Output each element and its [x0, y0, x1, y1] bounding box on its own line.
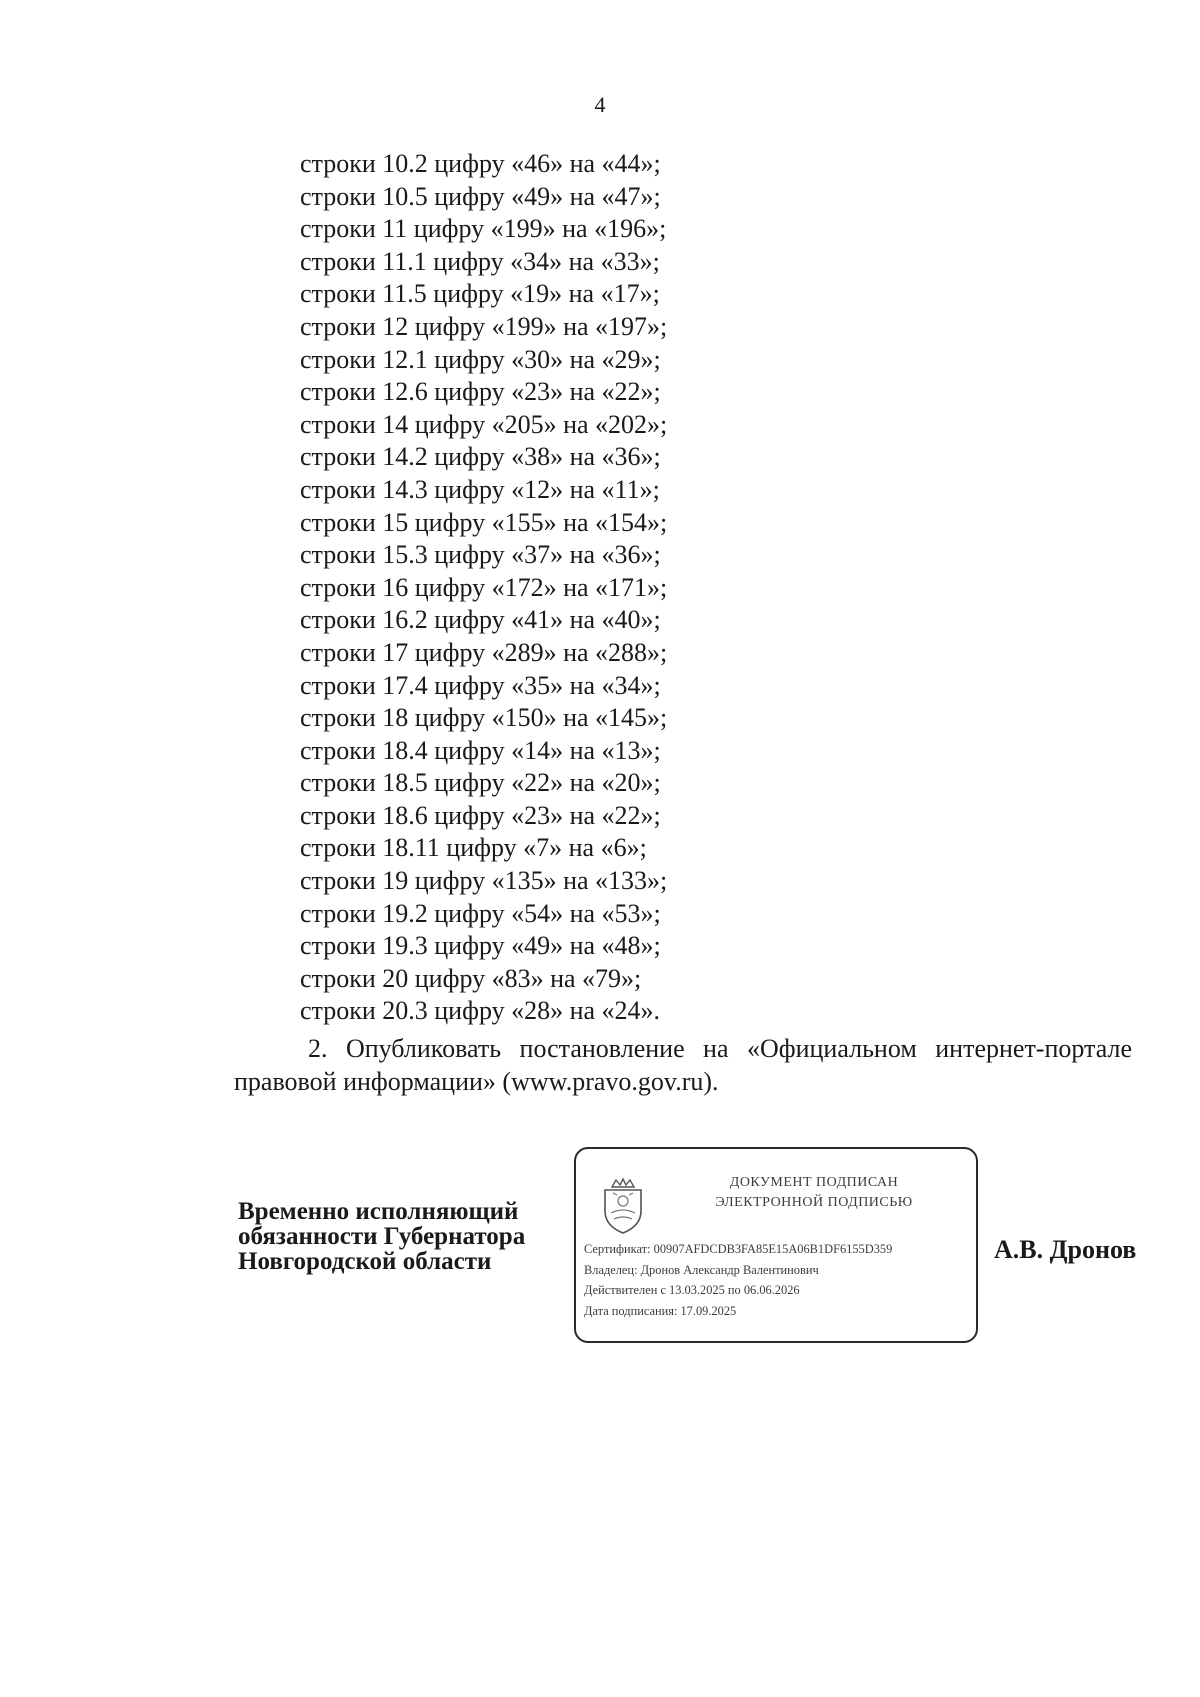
change-item: строки 18 цифру «150» на «145»; [300, 703, 668, 733]
stamp-heading-line: ЭЛЕКТРОННОЙ ПОДПИСЬЮ [715, 1195, 913, 1210]
signer-title-line: Временно исполняющий [238, 1198, 519, 1225]
signer-name: А.В. Дронов [994, 1235, 1137, 1264]
change-item: строки 11.1 цифру «34» на «33»; [300, 246, 660, 276]
stamp-owner: Владелец: Дронов Александр Валентинович [584, 1262, 819, 1277]
change-item: строки 15.3 цифру «37» на «36»; [300, 540, 661, 570]
change-item: строки 18.6 цифру «23» на «22»; [300, 800, 661, 830]
change-item: строки 12 цифру «199» на «197»; [300, 311, 668, 341]
change-item: строки 11.5 цифру «19» на «17»; [300, 279, 660, 309]
electronic-signature-stamp [574, 1147, 978, 1343]
change-item: строки 17.4 цифру «35» на «34»; [300, 670, 661, 700]
change-item: строки 14.2 цифру «38» на «36»; [300, 442, 661, 472]
change-item: строки 14 цифру «205» на «202»; [300, 409, 668, 439]
item-2-paragraph: 2. Опубликовать постановление на «Официальном интернет-портале правовой информации» (www.pravo.gov.ru). [234, 1034, 1132, 1096]
change-item: строки 12.1 цифру «30» на «29»; [300, 344, 661, 374]
coat-of-arms-emblem-icon [600, 1177, 646, 1235]
change-item: строки 19.2 цифру «54» на «53»; [300, 898, 661, 928]
stamp-heading-line: ДОКУМЕНТ ПОДПИСАН [729, 1175, 899, 1190]
signer-title-line: обязанности Губернатора [238, 1223, 526, 1250]
page-number: 4 [594, 92, 606, 117]
stamp-signed-date: Дата подписания: 17.09.2025 [584, 1303, 737, 1318]
change-item: строки 18.11 цифру «7» на «6»; [300, 833, 647, 863]
change-item: строки 16.2 цифру «41» на «40»; [300, 605, 661, 635]
changes-list [300, 148, 667, 1028]
change-item: строки 19.3 цифру «49» на «48»; [300, 931, 661, 961]
stamp-valid-period: Действителен с 13.03.2025 по 06.06.2026 [584, 1283, 800, 1297]
change-item: строки 15 цифру «155» на «154»; [300, 507, 668, 537]
change-item: строки 11 цифру «199» на «196»; [300, 214, 667, 244]
change-item: строки 10.2 цифру «46» на «44»; [300, 149, 661, 178]
change-item: строки 20.3 цифру «28» на «24». [300, 996, 661, 1026]
signer-title-line: Новгородской области [238, 1248, 492, 1275]
change-item: строки 14.3 цифру «12» на «11»; [300, 474, 660, 504]
stamp-heading [668, 1173, 960, 1213]
change-item: строки 12.6 цифру «23» на «22»; [300, 377, 661, 407]
change-item: строки 20 цифру «83» на «79»; [300, 963, 642, 993]
change-item: строки 10.5 цифру «49» на «47»; [300, 181, 661, 211]
change-item: строки 18.5 цифру «22» на «20»; [300, 768, 661, 798]
change-item: строки 16 цифру «172» на «171»; [300, 572, 668, 602]
stamp-details [584, 1239, 892, 1321]
change-item: строки 17 цифру «289» на «288»; [300, 637, 668, 667]
change-item: строки 19 цифру «135» на «133»; [300, 866, 668, 896]
stamp-certificate: Сертификат: 00907AFDCDB3FA85E15A06B1DF6155D359 [584, 1242, 893, 1256]
signer-title [238, 1199, 525, 1274]
change-item: строки 18.4 цифру «14» на «13»; [300, 735, 661, 765]
